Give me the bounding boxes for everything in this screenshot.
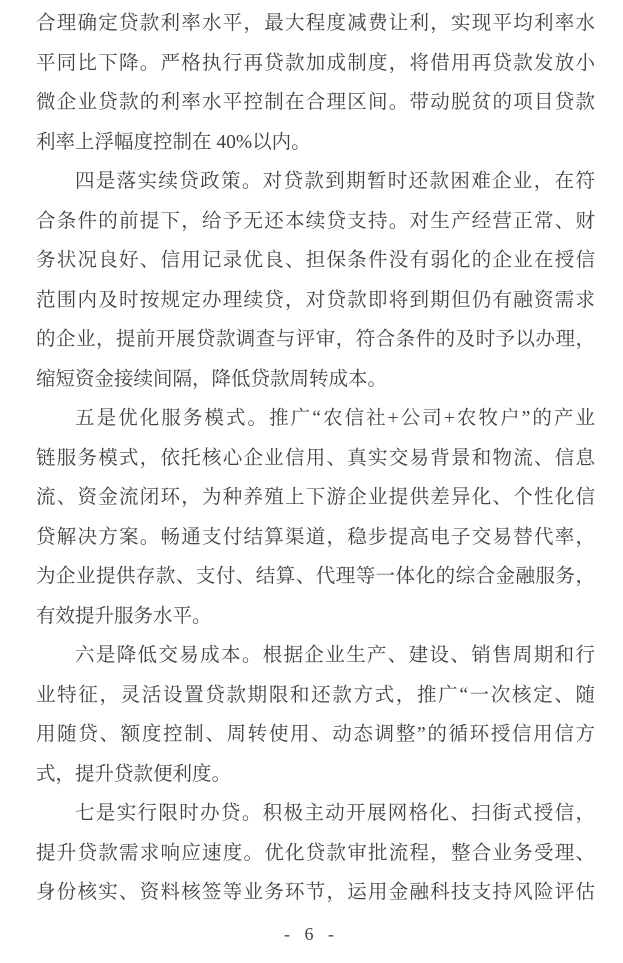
text-line: 流、资金流闭环，为种养殖上下游企业提供差异化、个性化信	[36, 487, 595, 508]
text-line: 范围内及时按规定办理续贷，对贷款即将到期但仍有融资需求	[36, 289, 595, 311]
document-body	[36, 4, 595, 913]
paragraph	[36, 162, 595, 399]
text-line: 微企业贷款的利率水平控制在合理区间。带动脱贫的项目贷款	[36, 92, 595, 113]
text-line: 用随贷、额度控制、周转使用、动态调整”的循环授信用信方	[36, 724, 595, 745]
text-line: 利率上浮幅度控制在 40%以内。	[36, 131, 311, 153]
text-line: 有效提升服务水平。	[36, 605, 212, 627]
paragraph	[36, 4, 595, 162]
page-number: - 6 -	[284, 924, 339, 944]
text-line: 七是实行限时办贷。积极主动开展网格化、扫街式授信，	[75, 803, 595, 824]
text-line: 合条件的前提下，给予无还本续贷支持。对生产经营正常、财	[36, 210, 595, 232]
paragraph	[36, 399, 595, 636]
text-line: 五是优化服务模式。推广“农信社+公司+农牧户”的产业	[75, 408, 595, 429]
text-line: 为企业提供存款、支付、结算、代理等一体化的综合金融服务，	[36, 566, 595, 587]
page-footer	[0, 924, 623, 945]
text-line: 的企业，提前开展贷款调查与评审，符合条件的及时予以办理，	[36, 329, 595, 350]
text-line: 链服务模式，依托核心企业信用、真实交易背景和物流、信息	[36, 447, 595, 469]
text-line: 式，提升贷款便利度。	[36, 763, 232, 785]
text-line: 平同比下降。严格执行再贷款加成制度，将借用再贷款发放小	[36, 52, 595, 74]
text-line: 贷解决方案。畅通支付结算渠道，稳步提高电子交易替代率，	[36, 526, 595, 548]
text-line: 六是降低交易成本。根据企业生产、建设、销售周期和行	[75, 645, 595, 666]
text-line: 提升贷款需求响应速度。优化贷款审批流程，整合业务受理、	[36, 842, 595, 864]
paragraph	[36, 794, 595, 913]
paragraph	[36, 636, 595, 794]
text-line: 务状况良好、信用记录优良、担保条件没有弱化的企业在授信	[36, 250, 595, 271]
text-line: 缩短资金接续间隔，降低贷款周转成本。	[36, 368, 388, 390]
text-line: 业特征，灵活设置贷款期限和还款方式，推广“一次核定、随	[36, 684, 595, 706]
text-line: 身份核实、资料核签等业务环节，运用金融科技支持风险评估	[36, 882, 595, 903]
text-line: 四是落实续贷政策。对贷款到期暂时还款困难企业，在符	[75, 171, 595, 192]
text-line: 合理确定贷款利率水平，最大程度减费让利，实现平均利率水	[36, 13, 595, 34]
